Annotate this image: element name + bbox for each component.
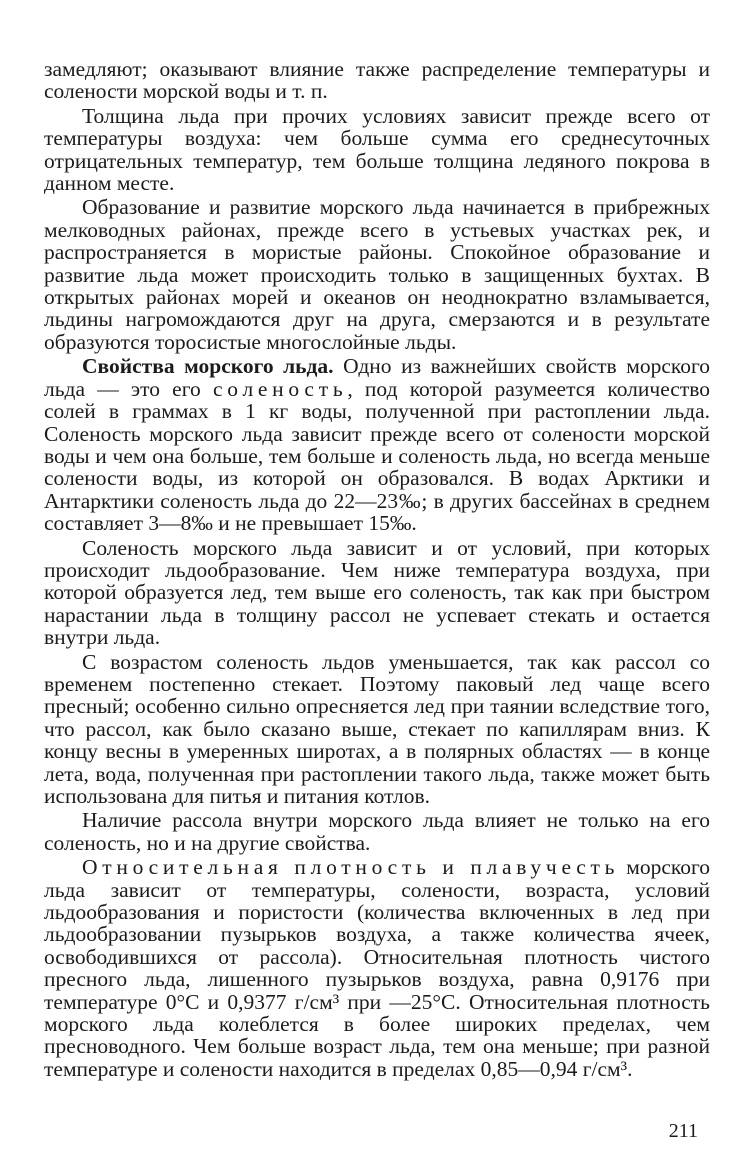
text-run: Одно из важнейших свойств морского льда — это его: [44, 354, 711, 401]
paragraph: Образование и развитие морского льда начинается в прибрежных мелководных районах, прежде всего в устьевых участках рек, и распространяется в мористые районы. Спокойное образование и развитие льда может происходить только в защищенных бухтах. В открытых районах морей и океанов он неоднократно взламывается, льдины нагромождаются друг на друга, смерзаются и в результате образуются торосистые многослойные льды.: [44, 195, 710, 354]
body-text: [44, 58, 710, 1080]
text-run: , под которой разумеется количество солей в граммах в 1 кг воды, полученной при растоплении льда. Соленость морского льда зависит прежде всего от солености морской воды и чем она больше, тем больше и соленость льда, но всегда меньше солености воды, из которой он образовался. В водах Арктики и Антарктики соленость льда до 22—23‰; в других бассейнах в среднем составляет 3—8‰ и не превышает 15‰.: [44, 376, 710, 536]
paragraph: Толщина льда при прочих условиях зависит прежде всего от температуры воздуха: чем больше сумма его среднесуточных отрицательных температур, тем больше толщина ледяного покрова в данном месте.: [44, 103, 710, 196]
spaced-term: Относительная плотность и плавучесть: [82, 855, 620, 880]
text-run: морского льда зависит от температуры, солености, возраста, условий льдообразования и пористости (количества включенных в лед при льдообразовании пузырьков воздуха, а также количества ячеек, освободившихся от рассола). Относительная плотность чистого пресного льда, лишенного пузырьков воздуха, равна 0,9176 при температуре 0°С и 0,9377 г/см³ при —25°С. Относительная плотность морского льда колеблется в более широких пределах, чем пресноводного. Чем больше возраст льда, тем она меньше; при разной температуре и солености находится в пределах 0,85—0,94 г/см³.: [44, 855, 710, 1081]
paragraph: Наличие рассола внутри морского льда влияет не только на его соленость, но и на другие свойства.: [44, 808, 710, 855]
paragraph: замедляют; оказывают влияние также распределение температуры и солености морской воды и т. п.: [44, 57, 710, 104]
paragraph-ice-properties: [44, 355, 710, 534]
page-number: 211: [668, 1120, 698, 1142]
paragraph-density: [44, 856, 710, 1080]
spaced-term: соленость: [212, 376, 348, 401]
paragraph: С возрастом соленость льдов уменьшается, так как рассол со временем постепенно стекает. Поэтому паковый лед чаще всего пресный; особенно сильно опресняется лед при таянии вследствие того, что рассол, как было сказано выше, стекает по капиллярам вниз. К концу весны в умеренных широтах, а в полярных областях — в конце лета, вода, полученная при растоплении такого льда, также может быть использована для питья и питания котлов.: [44, 649, 710, 808]
paragraph: Соленость морского льда зависит и от условий, при которых происходит льдообразование. Чем ниже температура воздуха, при которой образуется лед, тем выше его соленость, так как при быстром нарастании льда в толщину рассол не успевает стекать и остается внутри льда.: [44, 535, 710, 650]
section-heading: Свойства морского льда.: [82, 354, 334, 379]
